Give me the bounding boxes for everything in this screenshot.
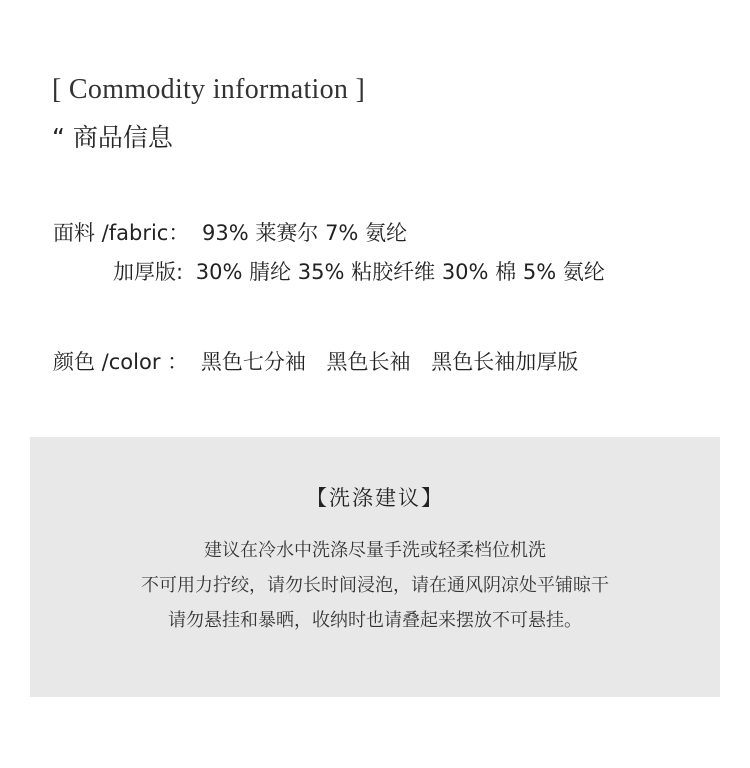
fabric-value: 93% 莱赛尔 7% 氨纶 — [202, 221, 408, 245]
color-option: 黑色七分袖 — [200, 350, 306, 374]
washing-advice-line: 建议在冷水中洗涤尽量手洗或轻柔档位机洗 — [204, 540, 546, 561]
fabric-row — [53, 217, 407, 247]
color-row — [53, 346, 592, 376]
thick-version-row — [113, 256, 605, 286]
color-option: 黑色长袖 — [326, 350, 411, 374]
thick-version-value: 30% 腈纶 35% 粘胶纤维 30% 棉 5% 氨纶 — [195, 260, 605, 284]
fabric-label: 面料 /fabric： — [53, 221, 190, 245]
commodity-info-title-cn: “ 商品信息 — [52, 123, 173, 152]
washing-advice-text — [30, 533, 720, 638]
color-option: 黑色长袖加厚版 — [431, 350, 579, 374]
washing-advice-line: 不可用力拧绞，请勿长时间浸泡，请在通风阴凉处平铺晾干 — [141, 575, 609, 596]
commodity-info-title-en: [ Commodity information ] — [52, 74, 366, 105]
washing-advice-line: 请勿悬挂和暴晒，收纳时也请叠起来摆放不可悬挂。 — [168, 610, 582, 631]
washing-advice-panel — [30, 437, 720, 697]
thick-version-label: 加厚版: — [113, 260, 184, 284]
washing-advice-title: 【洗涤建议】 — [306, 486, 444, 510]
color-label: 颜色 /color ： — [53, 350, 189, 374]
